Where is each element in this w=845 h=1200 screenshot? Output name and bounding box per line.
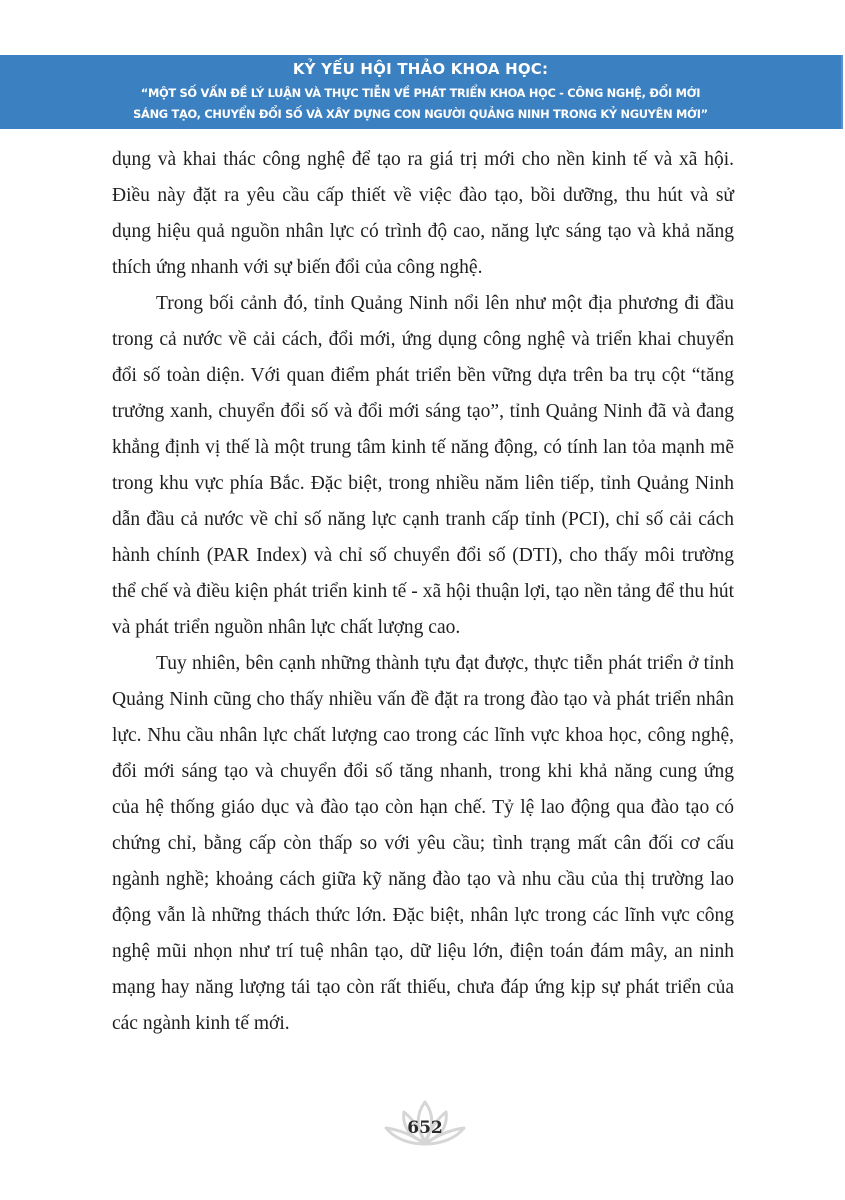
page-number: 652 — [407, 1118, 443, 1138]
header-banner — [0, 55, 843, 129]
page-footer — [380, 1098, 470, 1154]
paragraph: Trong bối cảnh đó, tỉnh Quảng Ninh nổi lên như một địa phương đi đầu trong cả nước về cải cách, đổi mới, ứng dụng công nghệ và triển khai chuyển đổi số toàn diện. Với quan điểm phát triển bền vững dựa trên ba trụ cột “tăng trưởng xanh, chuyển đổi số và đổi mới sáng tạo”, tỉnh Quảng Ninh đã và đang khẳng định vị thế là một trung tâm kinh tế năng động, có tính lan tỏa mạnh mẽ trong khu vực phía Bắc. Đặc biệt, trong nhiều năm liên tiếp, tỉnh Quảng Ninh dẫn đầu cả nước về chỉ số năng lực cạnh tranh cấp tỉnh (PCI), chỉ số cải cách hành chính (PAR Index) và chỉ số chuyển đổi số (DTI), cho thấy môi trường thể chế và điều kiện phát triển kinh tế - xã hội thuận lợi, tạo nền tảng để thu hút và phát triển nguồn nhân lực chất lượng cao. — [112, 293, 734, 638]
paragraph: dụng và khai thác công nghệ để tạo ra giá trị mới cho nền kinh tế và xã hội. Điều này đặt ra yêu cầu cấp thiết về việc đào tạo, bồi dưỡng, thu hút và sử dụng hiệu quả nguồn nhân lực có trình độ cao, năng lực sáng tạo và khả năng thích ứng nhanh với sự biến đổi của công nghệ. — [112, 149, 734, 278]
header-title: KỶ YẾU HỘI THẢO KHOA HỌC: — [292, 60, 549, 78]
body-text — [112, 142, 734, 1042]
header-subtitle-line-1: “MỘT SỐ VẤN ĐỀ LÝ LUẬN VÀ THỰC TIỄN VỀ PHÁT TRIỂN KHOA HỌC - CÔNG NGHỆ, ĐỔI MỚI — [140, 86, 701, 100]
paragraph: Tuy nhiên, bên cạnh những thành tựu đạt được, thực tiễn phát triển ở tỉnh Quảng Ninh cũng cho thấy nhiều vấn đề đặt ra trong đào tạo và phát triển nhân lực. Nhu cầu nhân lực chất lượng cao trong các lĩnh vực khoa học, công nghệ, đổi mới sáng tạo và chuyển đổi số tăng nhanh, trong khi khả năng cung ứng của hệ thống giáo dục và đào tạo còn hạn chế. Tỷ lệ lao động qua đào tạo có chứng chỉ, bằng cấp còn thấp so với yêu cầu; tình trạng mất cân đối cơ cấu ngành nghề; khoảng cách giữa kỹ năng đào tạo và nhu cầu của thị trường lao động vẫn là những thách thức lớn. Đặc biệt, nhân lực trong các lĩnh vực công nghệ mũi nhọn như trí tuệ nhân tạo, dữ liệu lớn, điện toán đám mây, an ninh mạng hay năng lượng tái tạo còn rất thiếu, chưa đáp ứng kịp sự phát triển của các ngành kinh tế mới. — [112, 653, 734, 1034]
header-subtitle-line-2: SÁNG TẠO, CHUYỂN ĐỔI SỐ VÀ XÂY DỰNG CON NGƯỜI QUẢNG NINH TRONG KỶ NGUYÊN MỚI” — [133, 107, 708, 121]
